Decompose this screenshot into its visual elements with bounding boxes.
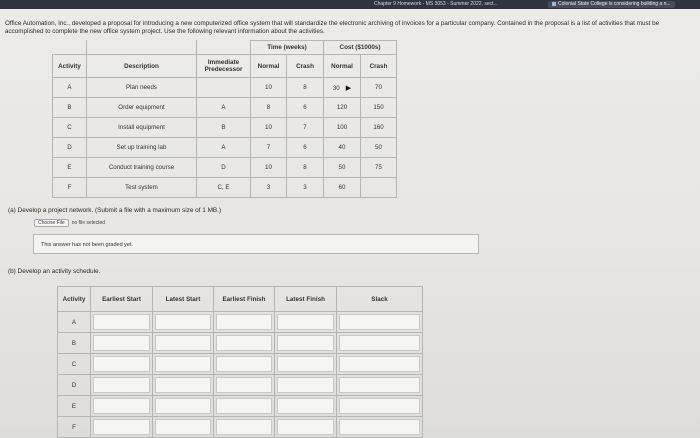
table-row: [58, 333, 423, 354]
activity-info-table: [52, 40, 397, 198]
description-cell: Order equipment: [87, 98, 197, 118]
cost-crash-cell: 70: [361, 78, 397, 98]
slack-input[interactable]: [339, 335, 420, 351]
earliest-finish-input[interactable]: [216, 398, 272, 414]
predecessor-header: Immediate Predecessor: [197, 55, 251, 78]
cost-crash-cell: 75: [361, 158, 397, 178]
activity-cell: A: [53, 78, 87, 98]
cost-crash-cell: 50: [361, 138, 397, 158]
predecessor-cell: A: [197, 98, 251, 118]
time-normal-cell: 7: [251, 138, 287, 158]
activity-schedule-table: [57, 286, 423, 438]
cost-normal-cell: 100: [324, 118, 361, 138]
breadcrumb[interactable]: Chapter 9 Homework - MS 3053 - Summer 2022, sect...: [374, 1, 498, 7]
part-b-prompt: (b) Develop an activity schedule.: [8, 268, 101, 275]
tab-favicon-icon: [552, 2, 556, 6]
latest-finish-input[interactable]: [277, 335, 334, 351]
browser-top-bar: [0, 0, 700, 9]
schedule-activity-cell: F: [58, 417, 91, 438]
time-normal-cell: 10: [251, 78, 287, 98]
time-crash-cell: 3: [287, 178, 324, 198]
table-row: [58, 396, 423, 417]
activity-cell: B: [53, 98, 87, 118]
table-row: [53, 118, 397, 138]
table-row: [58, 375, 423, 396]
latest-start-input[interactable]: [155, 377, 211, 393]
schedule-activity-header: Activity: [58, 287, 91, 312]
activity-cell: D: [53, 138, 87, 158]
earliest-finish-header: Earliest Finish: [214, 287, 275, 312]
earliest-start-input[interactable]: [93, 419, 150, 435]
schedule-activity-cell: D: [58, 375, 91, 396]
table-row: [53, 98, 397, 118]
predecessor-cell: D: [197, 158, 251, 178]
table-row: [58, 417, 423, 438]
latest-finish-input[interactable]: [277, 377, 334, 393]
time-crash-cell: 6: [287, 98, 324, 118]
time-normal-cell: 8: [251, 98, 287, 118]
latest-finish-input[interactable]: [277, 398, 334, 414]
activity-cell: C: [53, 118, 87, 138]
earliest-finish-input[interactable]: [216, 419, 272, 435]
latest-start-input[interactable]: [155, 356, 211, 372]
cost-normal-cell: 50: [324, 158, 361, 178]
browser-tab[interactable]: [548, 1, 675, 8]
part-a-prompt: (a) Develop a project network. (Submit a file with a maximum size of 1 MB.): [8, 207, 222, 214]
grading-status-text: This answer has not been graded yet.: [41, 242, 134, 248]
earliest-finish-input[interactable]: [216, 356, 272, 372]
table-row: [53, 178, 397, 198]
predecessor-cell: B: [197, 118, 251, 138]
browser-tab-label: Colonial State College is considering building a n...: [558, 1, 671, 7]
earliest-start-input[interactable]: [93, 377, 150, 393]
earliest-finish-input[interactable]: [216, 377, 272, 393]
problem-intro: Office Automation, Inc., developed a proposal for introducing a new computerized office system that will standardize the electronic archiving of invoices for a particular company. Contained in the proposal is a list of activities that must be accomplished to complete the new office system project. Use the following relevant information about the activities.: [5, 20, 660, 35]
time-crash-header: Crash: [287, 55, 324, 78]
latest-finish-header: Latest Finish: [275, 287, 337, 312]
cost-normal-cell: 60: [324, 178, 361, 198]
schedule-activity-cell: E: [58, 396, 91, 417]
cost-normal-cell: 40: [324, 138, 361, 158]
cost-normal-cell: 30 ▶: [324, 78, 361, 98]
latest-finish-input[interactable]: [277, 356, 334, 372]
cost-crash-header: Crash: [361, 55, 397, 78]
time-crash-cell: 6: [287, 138, 324, 158]
slack-input[interactable]: [339, 377, 420, 393]
cost-crash-cell: 150: [361, 98, 397, 118]
time-normal-header: Normal: [251, 55, 287, 78]
earliest-start-input[interactable]: [93, 314, 150, 330]
table-row: [58, 312, 423, 333]
cost-normal-header: Normal: [324, 55, 361, 78]
earliest-start-input[interactable]: [93, 356, 150, 372]
time-weeks-header: Time (weeks): [251, 41, 324, 55]
description-cell: Install equipment: [87, 118, 197, 138]
table-row: [53, 158, 397, 178]
description-cell: Test system: [87, 178, 197, 198]
slack-input[interactable]: [339, 314, 420, 330]
cost-crash-cell: [361, 178, 397, 198]
mouse-cursor-icon: ▶: [345, 84, 352, 92]
earliest-finish-input[interactable]: [216, 314, 272, 330]
description-cell: Set up training lab: [87, 138, 197, 158]
activity-header: Activity: [53, 55, 87, 78]
choose-file-button[interactable]: Choose File: [34, 219, 69, 227]
slack-input[interactable]: [339, 356, 420, 372]
description-header: Description: [87, 55, 197, 78]
table-row: [58, 354, 423, 375]
no-file-label: no file selected: [71, 220, 106, 226]
time-crash-cell: 8: [287, 158, 324, 178]
predecessor-cell: [197, 78, 251, 98]
activity-cell: E: [53, 158, 87, 178]
cost-crash-cell: 160: [361, 118, 397, 138]
latest-start-input[interactable]: [155, 335, 211, 351]
table-row: [53, 138, 397, 158]
cost-normal-cell: 120: [324, 98, 361, 118]
earliest-start-input[interactable]: [93, 335, 150, 351]
slack-input[interactable]: [339, 419, 420, 435]
cost-header: Cost ($1000s): [324, 41, 397, 55]
time-normal-cell: 10: [251, 158, 287, 178]
description-cell: Conduct training course: [87, 158, 197, 178]
activity-cell: F: [53, 178, 87, 198]
earliest-start-input[interactable]: [93, 398, 150, 414]
latest-start-input[interactable]: [155, 398, 211, 414]
table-row: [53, 78, 397, 98]
earliest-finish-input[interactable]: [216, 335, 272, 351]
time-crash-cell: 8: [287, 78, 324, 98]
slack-input[interactable]: [339, 398, 420, 414]
latest-finish-input[interactable]: [277, 314, 334, 330]
latest-start-input[interactable]: [155, 314, 211, 330]
grading-status-box: [33, 234, 479, 254]
earliest-start-header: Earliest Start: [91, 287, 153, 312]
schedule-activity-cell: A: [58, 312, 91, 333]
schedule-activity-cell: B: [58, 333, 91, 354]
slack-header: Slack: [337, 287, 423, 312]
latest-start-input[interactable]: [155, 419, 211, 435]
time-crash-cell: 7: [287, 118, 324, 138]
time-normal-cell: 3: [251, 178, 287, 198]
predecessor-cell: C, E: [197, 178, 251, 198]
schedule-activity-cell: C: [58, 354, 91, 375]
time-normal-cell: 10: [251, 118, 287, 138]
latest-start-header: Latest Start: [153, 287, 214, 312]
file-upload: [34, 219, 105, 227]
latest-finish-input[interactable]: [277, 419, 334, 435]
description-cell: Plan needs: [87, 78, 197, 98]
predecessor-cell: A: [197, 138, 251, 158]
